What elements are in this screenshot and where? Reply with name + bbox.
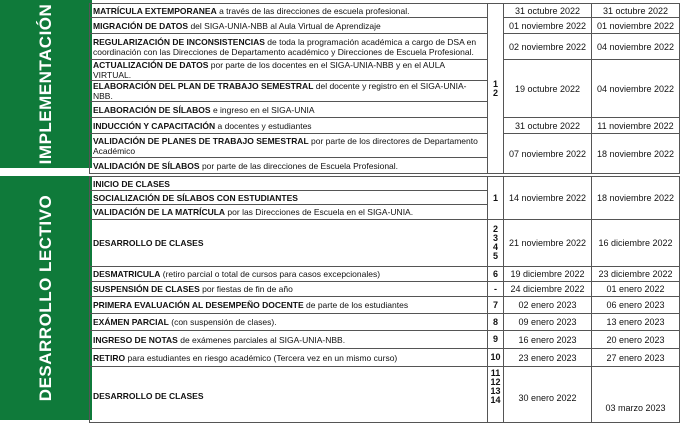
- activity-cell: VALIDACIÓN DE SÍLABOS por parte de las direcciones de Escuela Profesional.: [90, 158, 488, 174]
- start-date-cell: 23 enero 2023: [504, 349, 592, 367]
- end-date-cell: 01 enero 2022: [592, 282, 680, 297]
- start-date-cell: 01 noviembre 2022: [504, 18, 592, 34]
- start-date-cell: 02 noviembre 2022: [504, 34, 592, 60]
- activity-cell: SOCIALIZACIÓN DE SÍLABOS CON ESTUDIANTES: [90, 191, 488, 205]
- table-row: [90, 60, 680, 81]
- start-date-cell: 02 enero 2023: [504, 297, 592, 314]
- table-row: [90, 267, 680, 282]
- end-date-cell: 18 noviembre 2022: [592, 177, 680, 220]
- week-cell: 11 12 13 14: [488, 367, 504, 423]
- week-cell: 9: [488, 331, 504, 349]
- start-date-cell: 31 octubre 2022: [504, 4, 592, 18]
- start-date-cell: 09 enero 2023: [504, 314, 592, 331]
- week-cell: 1: [488, 177, 504, 220]
- table-row: [90, 297, 680, 314]
- table-row: [90, 177, 680, 191]
- table-row: [90, 18, 680, 34]
- end-date-cell: 11 noviembre 2022: [592, 118, 680, 134]
- table-row: [90, 282, 680, 297]
- schedule-table-implementacion: [89, 3, 680, 174]
- section-band-implementacion: [0, 0, 92, 168]
- table-row: [90, 4, 680, 18]
- end-date-cell: 03 marzo 2023: [592, 367, 680, 423]
- section-label-implementacion: IMPLEMENTACIÓN: [36, 3, 55, 165]
- activity-cell: INDUCCIÓN Y CAPACITACIÓN a docentes y estudiantes: [90, 118, 488, 134]
- table-row: [90, 349, 680, 367]
- activity-cell: VALIDACIÓN DE LA MATRÍCULA por las Direcciones de Escuela en el SIGA-UNIA.: [90, 205, 488, 220]
- end-date-cell: 16 diciembre 2022: [592, 220, 680, 267]
- end-date-cell: 20 enero 2023: [592, 331, 680, 349]
- week-cell: -: [488, 282, 504, 297]
- activity-cell: INICIO DE CLASES: [90, 177, 488, 191]
- start-date-cell: 07 noviembre 2022: [504, 134, 592, 174]
- section-label-desarrollo: DESARROLLO LECTIVO: [36, 194, 55, 402]
- activity-cell: EXÁMEN PARCIAL (con suspensión de clases).: [90, 314, 488, 331]
- activity-cell: ELABORACIÓN DE SÍLABOS e ingreso en el SIGA-UNIA: [90, 102, 488, 118]
- activity-cell: PRIMERA EVALUACIÓN AL DESEMPEÑO DOCENTE de parte de los estudiantes: [90, 297, 488, 314]
- start-date-cell: 14 noviembre 2022: [504, 177, 592, 220]
- start-date-cell: 21 noviembre 2022: [504, 220, 592, 267]
- activity-cell: ELABORACIÓN DEL PLAN DE TRABAJO SEMESTRAL del docente y registro en el SIGA-UNIA-NBB.: [90, 81, 488, 102]
- activity-cell: INGRESO DE NOTAS de exámenes parciales al SIGA-UNIA-NBB.: [90, 331, 488, 349]
- table-row: [90, 367, 680, 423]
- week-cell: 10: [488, 349, 504, 367]
- end-date-cell: 18 noviembre 2022: [592, 134, 680, 174]
- start-date-cell: 24 diciembre 2022: [504, 282, 592, 297]
- schedule-table-desarrollo: [89, 176, 680, 423]
- section-band-desarrollo: [0, 176, 92, 420]
- end-date-cell: 01 noviembre 2022: [592, 18, 680, 34]
- table-row: [90, 134, 680, 158]
- activity-cell: REGULARIZACIÓN DE INCONSISTENCIAS de toda la programación académica a cargo de DSA en coordinación con las Direcciones de Departamento académico y Direcciones de Escuela Profesional.: [90, 34, 488, 60]
- start-date-cell: 16 enero 2023: [504, 331, 592, 349]
- table-row: [90, 220, 680, 267]
- end-date-cell: 04 noviembre 2022: [592, 34, 680, 60]
- activity-cell: MATRÍCULA EXTEMPORANEA a través de las direcciones de escuela profesional.: [90, 4, 488, 18]
- table-row: [90, 314, 680, 331]
- activity-cell: RETIRO para estudiantes en riesgo académico (Tercera vez en un mismo curso): [90, 349, 488, 367]
- week-cell: 1 2: [488, 4, 504, 174]
- table-row: [90, 118, 680, 134]
- table-row: [90, 331, 680, 349]
- end-date-cell: 27 enero 2023: [592, 349, 680, 367]
- week-cell: 6: [488, 267, 504, 282]
- activity-cell: ACTUALIZACIÓN DE DATOS por parte de los docentes en el SIGA-UNIA-NBB y en el AULA VIRTUAL.: [90, 60, 488, 81]
- activity-cell: SUSPENSIÓN DE CLASES por fiestas de fin de año: [90, 282, 488, 297]
- week-cell: 2 3 4 5: [488, 220, 504, 267]
- start-date-cell: 30 enero 2022: [504, 367, 592, 423]
- activity-cell: DESARROLLO DE CLASES: [90, 220, 488, 267]
- end-date-cell: 23 diciembre 2022: [592, 267, 680, 282]
- table-row: [90, 34, 680, 60]
- week-cell: 7: [488, 297, 504, 314]
- activity-cell: DESMATRICULA (retiro parcial o total de cursos para casos excepcionales): [90, 267, 488, 282]
- end-date-cell: 31 octubre 2022: [592, 4, 680, 18]
- end-date-cell: 13 enero 2023: [592, 314, 680, 331]
- start-date-cell: 19 octubre 2022: [504, 60, 592, 118]
- activity-cell: VALIDACIÓN DE PLANES DE TRABAJO SEMESTRAL por parte de los directores de Departamento Académico: [90, 134, 488, 158]
- end-date-cell: 04 noviembre 2022: [592, 60, 680, 118]
- start-date-cell: 31 octubre 2022: [504, 118, 592, 134]
- end-date-cell: 06 enero 2023: [592, 297, 680, 314]
- start-date-cell: 19 diciembre 2022: [504, 267, 592, 282]
- activity-cell: DESARROLLO DE CLASES: [90, 367, 488, 423]
- activity-cell: MIGRACIÓN DE DATOS del SIGA-UNIA-NBB al Aula Virtual de Aprendizaje: [90, 18, 488, 34]
- week-cell: 8: [488, 314, 504, 331]
